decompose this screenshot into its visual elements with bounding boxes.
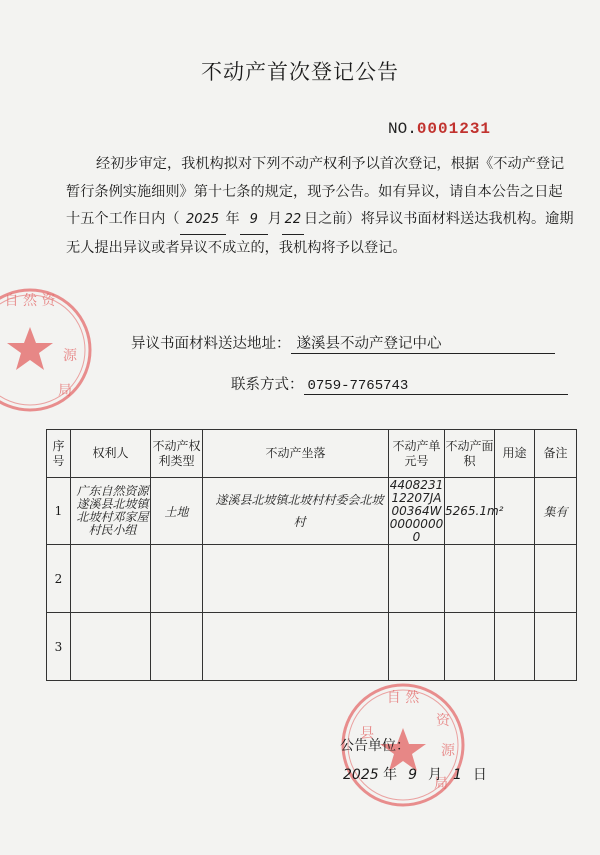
cell-area: 5265.1m² bbox=[445, 478, 495, 545]
serial-value: 0001231 bbox=[416, 120, 492, 138]
notice-paragraph bbox=[66, 151, 576, 262]
header-unit-number: 不动产单元号 bbox=[389, 430, 445, 478]
cell-note bbox=[535, 545, 577, 613]
cell-note bbox=[535, 613, 577, 681]
notice-text-part1: 经初步审定，我机构拟对下列不动产权利予以首次登记，根据《不动产登记暂行条例实施细则》第十七条的规定，现予公告。如有异议，请自本公告之日起十五个工作日内（ bbox=[66, 156, 565, 227]
address-value: 遂溪县不动产登记中心 bbox=[291, 332, 555, 354]
svg-text:自 然 资: 自 然 资 bbox=[4, 293, 56, 309]
issue-month-unit: 月 bbox=[428, 767, 442, 783]
header-right-type: 不动产权利类型 bbox=[151, 430, 203, 478]
table-row bbox=[47, 613, 577, 681]
svg-text:源: 源 bbox=[441, 743, 455, 759]
cell-right-type bbox=[151, 545, 203, 613]
svg-text:局: 局 bbox=[58, 383, 72, 399]
deadline-month: 9 bbox=[240, 206, 268, 235]
table-row bbox=[47, 545, 577, 613]
address-label: 异议书面材料送达地址： bbox=[131, 336, 291, 352]
issue-month: 9 bbox=[408, 767, 417, 783]
header-seq: 序号 bbox=[47, 430, 71, 478]
official-seal-left bbox=[0, 285, 95, 415]
issuing-unit-label: 公告单位： bbox=[340, 738, 410, 754]
table-row bbox=[47, 478, 577, 545]
issue-year: 2025 bbox=[343, 767, 379, 783]
header-use: 用途 bbox=[495, 430, 535, 478]
header-note: 备注 bbox=[535, 430, 577, 478]
notice-text-part2: 将异议书面材料送达我机构。逾期无人提出异议或者异议不成立的，我机构将予以登记。 bbox=[66, 211, 574, 256]
contact-value: 0759-7765743 bbox=[304, 378, 568, 395]
cell-use bbox=[495, 545, 535, 613]
svg-text:局: 局 bbox=[434, 776, 448, 792]
property-table bbox=[46, 429, 577, 681]
cell-location bbox=[203, 545, 389, 613]
cell-location bbox=[203, 613, 389, 681]
deadline-day: 22 bbox=[282, 206, 304, 235]
cell-area bbox=[445, 613, 495, 681]
serial-prefix: NO. bbox=[388, 120, 417, 138]
cell-unit-number bbox=[389, 545, 445, 613]
svg-text:源: 源 bbox=[63, 348, 77, 364]
issue-day: 1 bbox=[452, 767, 462, 783]
cell-seq: 3 bbox=[47, 613, 71, 681]
cell-note: 集有 bbox=[535, 478, 577, 545]
cell-right-type bbox=[151, 613, 203, 681]
deadline-year: 2025 bbox=[180, 206, 226, 235]
header-location: 不动产坐落 bbox=[203, 430, 389, 478]
cell-unit-number bbox=[389, 613, 445, 681]
cell-location: 遂溪县北坡镇北坡村村委会北坡村 bbox=[203, 478, 389, 545]
cell-owner bbox=[71, 613, 151, 681]
issue-year-unit: 年 bbox=[383, 767, 398, 783]
svg-text:县: 县 bbox=[360, 726, 374, 742]
document-title: 不动产首次登记公告 bbox=[201, 60, 399, 84]
cell-owner: 广东自然资源遂溪县北坡镇北坡村邓家屋村民小组 bbox=[71, 478, 151, 545]
deadline-day-unit: 日之前） bbox=[303, 211, 361, 227]
serial-number bbox=[388, 120, 491, 138]
cell-area bbox=[445, 545, 495, 613]
cell-right-type: 土地 bbox=[151, 478, 203, 545]
svg-text:资: 资 bbox=[436, 713, 450, 729]
table-header-row bbox=[47, 430, 577, 478]
header-area: 不动产面 积 bbox=[445, 430, 495, 478]
svg-text:自 然: 自 然 bbox=[386, 690, 420, 706]
objection-address bbox=[131, 332, 555, 354]
cell-owner bbox=[71, 545, 151, 613]
contact-label: 联系方式： bbox=[231, 377, 304, 393]
issue-date bbox=[343, 764, 487, 784]
cell-seq: 1 bbox=[47, 478, 71, 545]
issuing-unit bbox=[340, 735, 410, 755]
header-owner: 权利人 bbox=[71, 430, 151, 478]
cell-unit-number: 440823112207JA00364W00000000 bbox=[389, 477, 444, 544]
deadline-month-unit: 月 bbox=[267, 211, 282, 227]
contact-info bbox=[231, 373, 568, 395]
deadline-year-unit: 年 bbox=[225, 211, 240, 227]
cell-use bbox=[495, 613, 535, 681]
issue-day-unit: 日 bbox=[472, 767, 487, 783]
cell-seq: 2 bbox=[47, 545, 71, 613]
